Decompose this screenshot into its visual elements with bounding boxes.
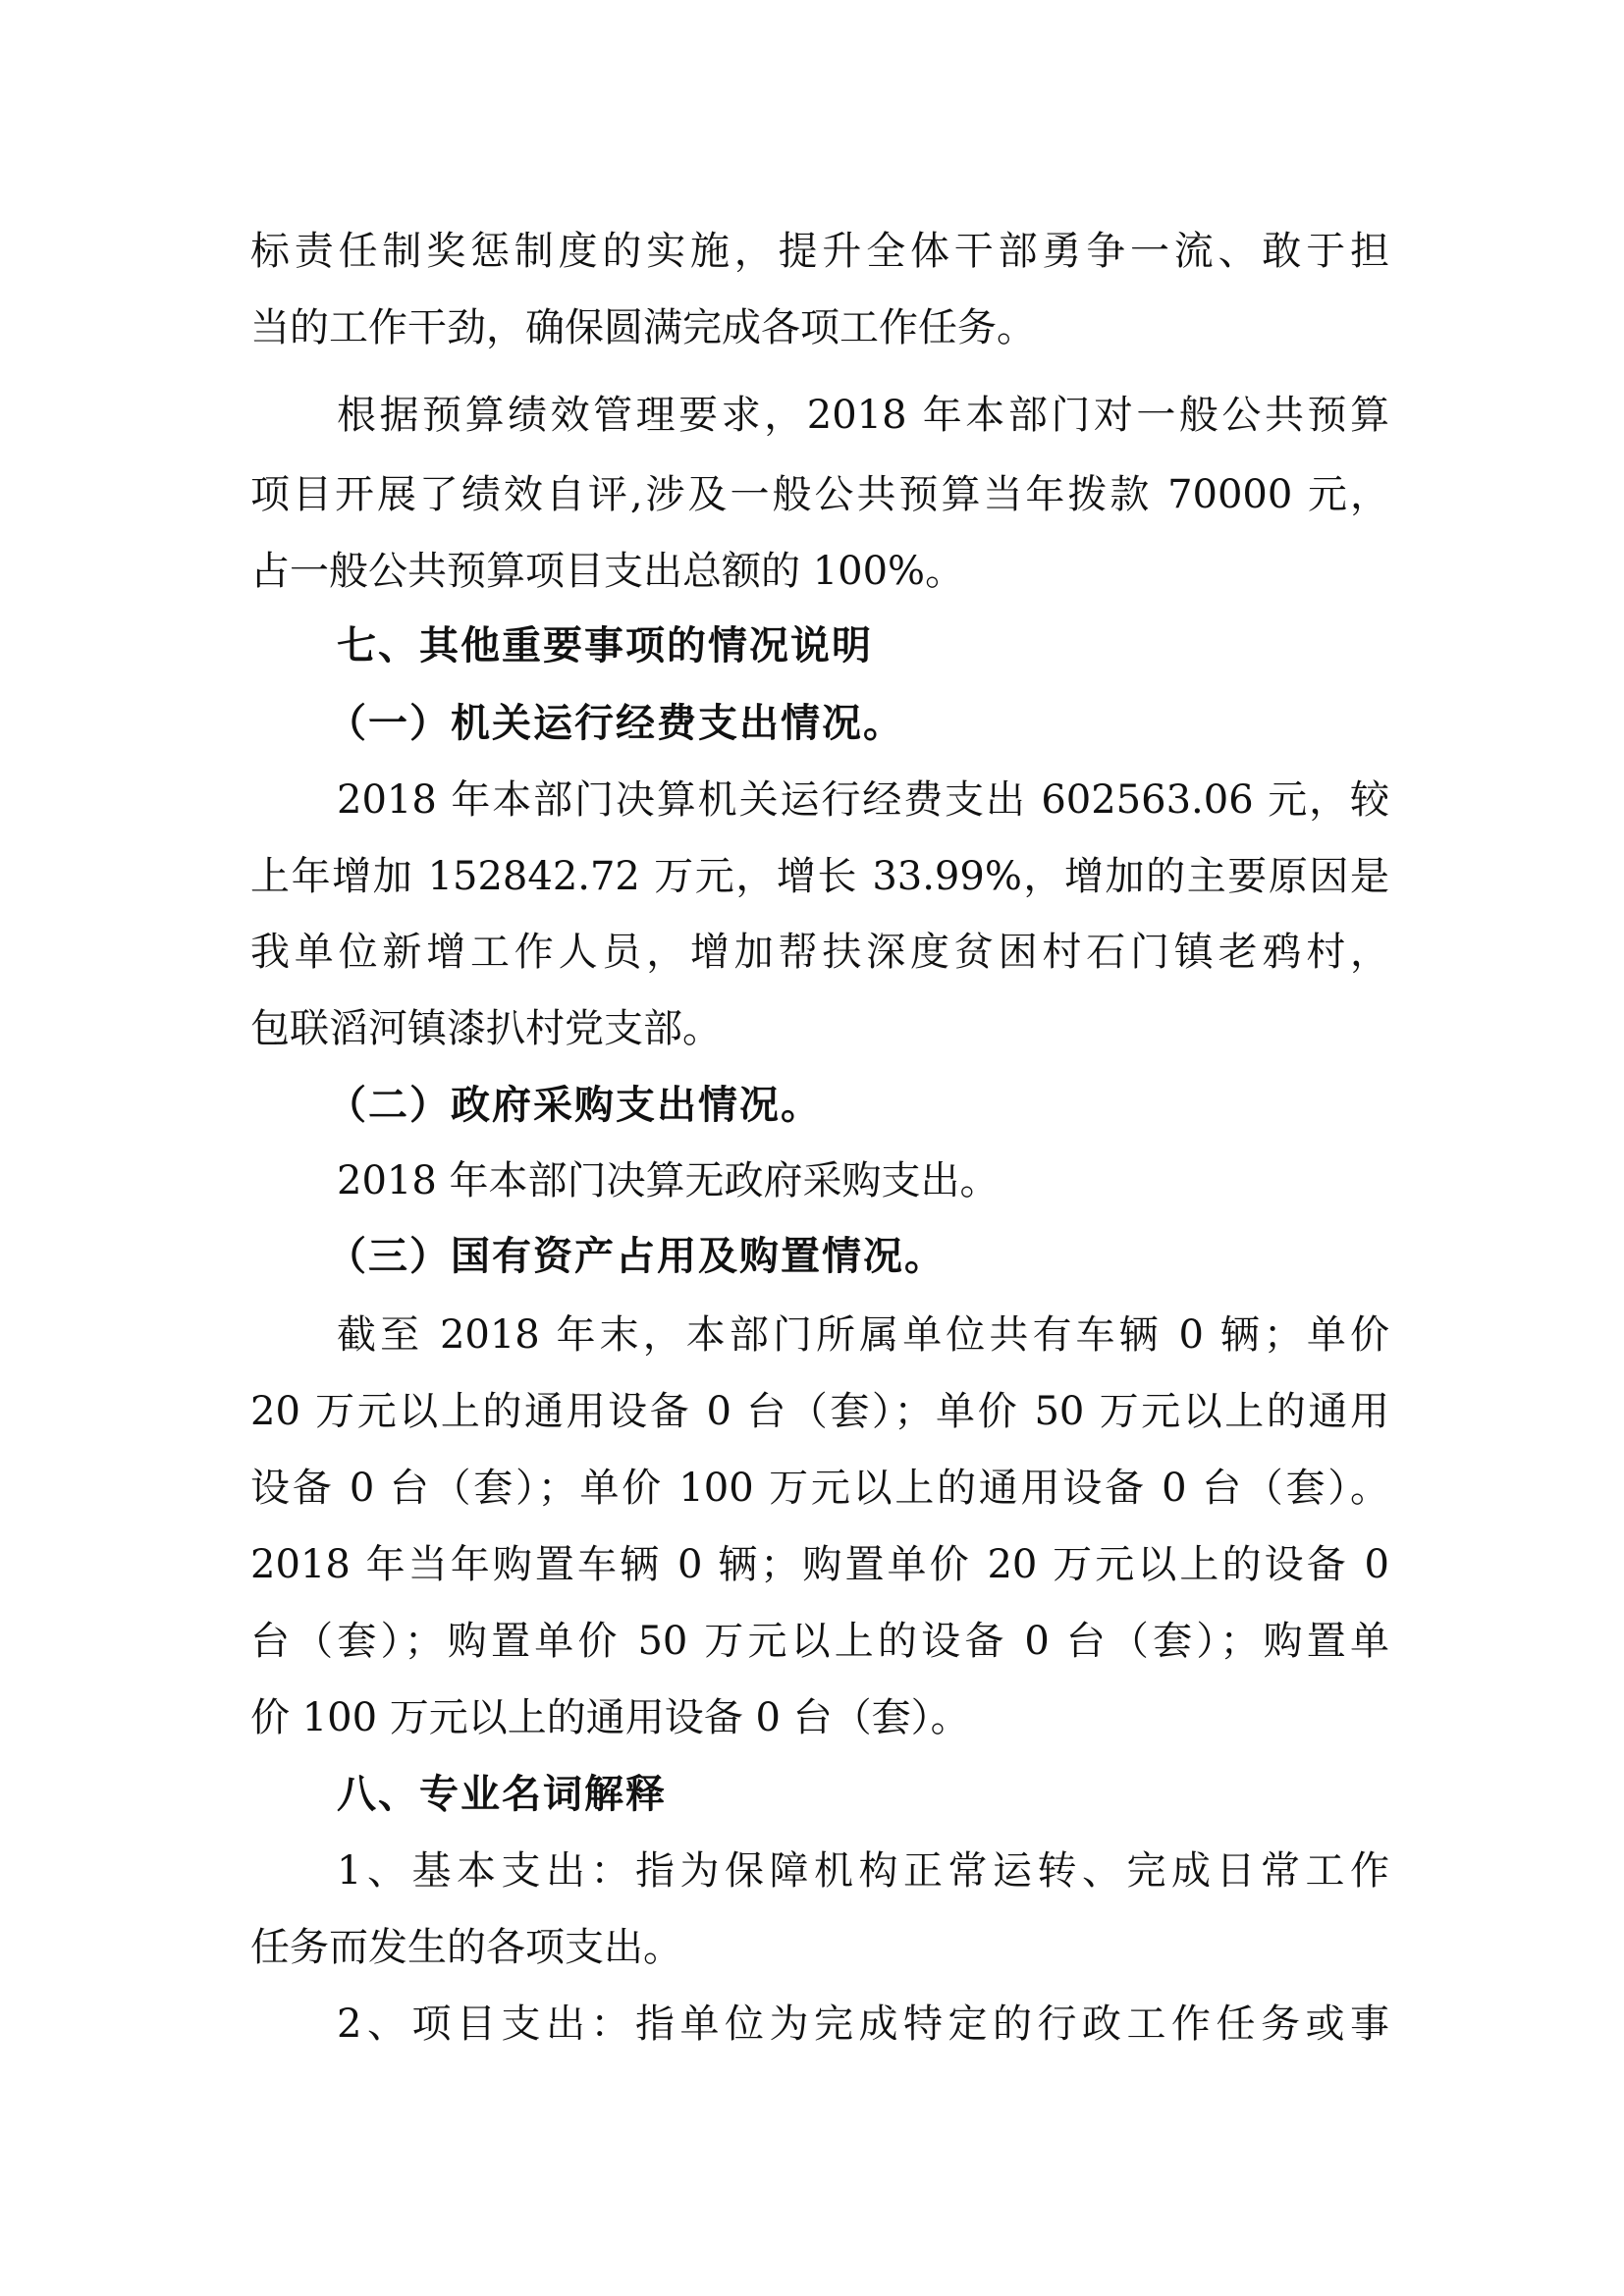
paragraph-line: 2、项目支出：指单位为完成特定的行政工作任务或事 bbox=[337, 2002, 1389, 2047]
paragraph-line: 2018 年本部门决算无政府采购支出。 bbox=[337, 1158, 1000, 1203]
section-heading: 八、专业名词解释 bbox=[337, 1771, 667, 1817]
paragraph-line: 设备 0 台（套）；单价 100 万元以上的通用设备 0 台（套）。 bbox=[250, 1466, 1389, 1511]
section-heading: 七、其他重要事项的情况说明 bbox=[337, 622, 873, 668]
paragraph-line: 2018 年本部门决算机关运行经费支出 602563.06 元，较 bbox=[337, 777, 1389, 823]
paragraph-line: 根据预算绩效管理要求，2018 年本部门对一般公共预算 bbox=[337, 393, 1389, 438]
paragraph-line: 2018 年当年购置车辆 0 辆；购置单价 20 万元以上的设备 0 bbox=[250, 1542, 1389, 1587]
paragraph-line: 包联滔河镇漆扒村党支部。 bbox=[250, 1006, 722, 1051]
paragraph-line: 我单位新增工作人员，增加帮扶深度贫困村石门镇老鸦村， bbox=[250, 930, 1389, 975]
paragraph-line: 上年增加 152842.72 万元，增长 33.99%，增加的主要原因是 bbox=[250, 854, 1389, 899]
paragraph-line: 当的工作干劲，确保圆满完成各项工作任务。 bbox=[250, 305, 1036, 350]
paragraph-line: 价 100 万元以上的通用设备 0 台（套）。 bbox=[250, 1695, 970, 1740]
paragraph-line: 项目开展了绩效自评,涉及一般公共预算当年拨款 70000 元， bbox=[250, 472, 1389, 517]
subsection-heading: （三）国有资产占用及购置情况。 bbox=[327, 1233, 946, 1279]
paragraph-line: 1、基本支出：指为保障机构正常运转、完成日常工作 bbox=[337, 1848, 1389, 1894]
subsection-heading: （一）机关运行经费支出情况。 bbox=[327, 700, 904, 746]
subsection-heading: （二）政府采购支出情况。 bbox=[327, 1082, 822, 1128]
paragraph-line: 任务而发生的各项支出。 bbox=[250, 1925, 682, 1970]
paragraph-line: 截至 2018 年末，本部门所属单位共有车辆 0 辆；单价 bbox=[337, 1312, 1389, 1358]
paragraph-line: 标责任制奖惩制度的实施，提升全体干部勇争一流、敢于担 bbox=[250, 229, 1389, 274]
paragraph-line: 台（套）；购置单价 50 万元以上的设备 0 台（套）；购置单 bbox=[250, 1619, 1389, 1664]
paragraph-line: 占一般公共预算项目支出总额的 100%。 bbox=[250, 549, 965, 594]
paragraph-line: 20 万元以上的通用设备 0 台（套）；单价 50 万元以上的通用 bbox=[250, 1389, 1389, 1434]
